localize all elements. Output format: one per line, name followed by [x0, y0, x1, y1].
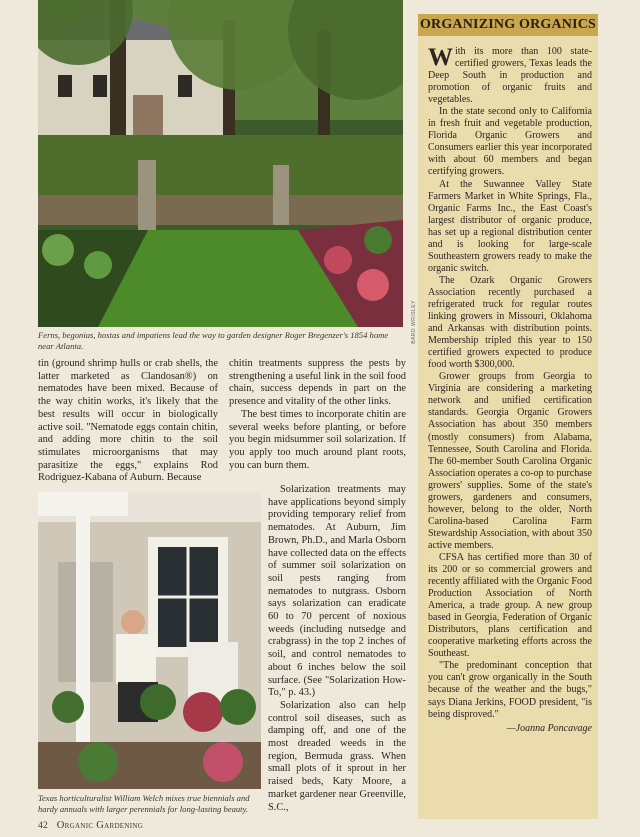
article-paragraph: The best times to incorporate chitin are several weeks before planting, or before you begin midsummer soil solarization. If you apply too much around plant roots, you can burn them. [229, 408, 406, 471]
article-column-2-lower [268, 484, 406, 814]
drop-cap: W [428, 44, 453, 71]
article-paragraph: chitin treatments suppress the pests by strengthening a useful link in the soil food chain, success depends in part on the presence and vitality of the other links. [229, 358, 406, 408]
sidebar-paragraph: At the Suwannee Valley State Farmers Market in White Springs, Fla., Organic Farms Inc., the East Coast's largest distributor of organic produce, has set up a regional distribution center and is looking for large-scale Southeastern growers ready to make the organic switch. [428, 178, 592, 274]
porch-caption: Texas horticulturalist William Welch mixes true biennials and hardy annuals with larger perennials for long-lasting beauty. [38, 793, 250, 814]
article-column-1 [38, 358, 218, 485]
sidebar-paragraph: The Ozark Organic Growers Association recently purchased a refrigerated truck for regular routes linking growers in Missouri, Oklahoma and Arkansas with distribution points. Membership tripled this year to 150 certified growers expected to produce food worth $300,000. [428, 274, 592, 371]
page-footer [38, 820, 143, 831]
porch-photo [38, 492, 261, 789]
garden-caption: Ferns, begonias, hostas and impatiens lead the way to garden designer Roger Bregenzer's 1854 home near Atlanta. [38, 330, 389, 351]
sidebar-paragraph: In the state second only to California in fresh fruit and vegetable production, Florida Organic Growers and Consumers earlier this year incorporated with about 60 members and began certifying growers. [428, 106, 592, 178]
sidebar-box [418, 14, 598, 819]
article-column-2 [229, 358, 406, 472]
article-paragraph: Solarization also can help control soil diseases, such as damping off, and one of the most dreaded weeds in the region, Bermuda grass. When small plots of it sprout in her raised beds, Katy Moore, a market gardener near Greenville, S.C., [268, 699, 406, 813]
sidebar-paragraph: Grower groups from Georgia to Virginia are considering a marketing network and unified certification standards. Georgia Organic Growers Association has about 350 members (mostly consumers) from Alabama, Tennessee, South Carolina and Florida. The 60-member South Carolina Organic Association operates a co-op to purchase growers' supplies. Some of the state's growers, gardeners and consumers, however, belong to the older, North Carolina-based Carolina Farm Stewardship Association, with about 350 active members. [428, 371, 592, 551]
sidebar-paragraph: "The predominant conception that you can't grow organically in the South because of the weather and the bugs," says Diana Jerkins, FOOD president, "is being disproved." [428, 660, 592, 720]
sidebar-byline: —Joanna Poncavage [506, 722, 592, 734]
magazine-name: Organic Gardening [56, 820, 144, 831]
article-paragraph: tin (ground shrimp hulls or crab shells, the latter marketed as Clandosan®) on nematodes have been mixed. Because of the way chitin works, it's likely that the best results will occur in biologically active soil. "Nematode eggs contain chitin, and adding more chitin to the soil stimulates microorganisms that may parasitize the eggs," explains Rod Rodriguez-Kabana of Auburn. Because [38, 358, 218, 484]
sidebar-title: ORGANIZING ORGANICS [418, 14, 598, 36]
sidebar-paragraph: CFSA has certified more than 30 of its 200 or so commercial growers and recently affiliated with the Organic Food Production Association of North America, a trade group. A new group based in Georgia, Federation of Organic Distributors, plans certification and cooperative marketing efforts across the Southeast. [428, 551, 592, 660]
photo-credit: BARD WRISLEY [411, 300, 417, 344]
article-paragraph: Solarization treatments may have applications beyond simply providing temporary relief from nematodes. At Auburn, Jim Brown, Ph.D., and Marla Osborn have collected data on the effects of summer soil solarization on soil pests ranging from nematodes to nutgrass. Osborn says solarization can eradicate 60 to 70 percent of noxious weeds (including nutsedge and crabgrass) in the top 2 inches of soil, and control nematodes to about 6 inches below the soil surface. (See "Solarization How-To," p. 43.) [268, 484, 406, 699]
sidebar-paragraph: With its more than 100 state-certified growers, Texas leads the Deep South in production and promotion of organic fruits and vegetables. [428, 44, 592, 106]
page-number: 42 [38, 821, 49, 831]
garden-photo [38, 0, 403, 327]
sidebar-body [428, 46, 592, 735]
